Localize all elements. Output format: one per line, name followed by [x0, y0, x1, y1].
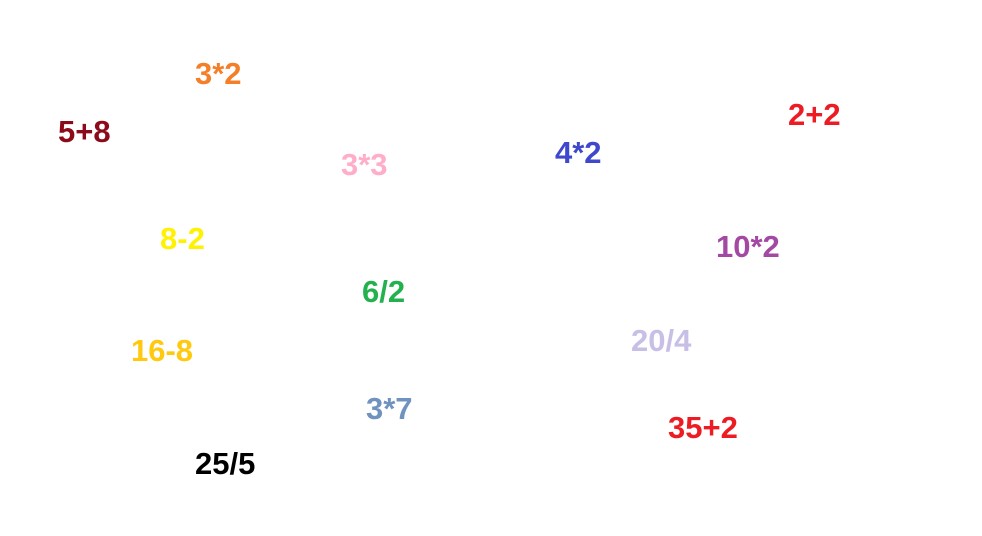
- expression-5-plus-8: 5+8: [58, 114, 111, 149]
- expression-16-minus-8: 16-8: [131, 333, 194, 368]
- expression-3-times-2: 3*2: [195, 56, 242, 91]
- expression-4-times-2: 4*2: [555, 135, 602, 170]
- expression-10-times-2: 10*2: [716, 229, 780, 264]
- expression-20-divided-4: 20/4: [631, 323, 692, 358]
- expression-6-divided-2: 6/2: [362, 274, 406, 309]
- expression-25-divided-5: 25/5: [195, 446, 256, 481]
- expression-2-plus-2: 2+2: [788, 97, 841, 132]
- expression-8-minus-2: 8-2: [160, 221, 205, 256]
- expression-3-times-7: 3*7: [366, 391, 413, 426]
- expression-3-times-3: 3*3: [341, 147, 388, 182]
- expression-35-plus-2: 35+2: [668, 410, 738, 445]
